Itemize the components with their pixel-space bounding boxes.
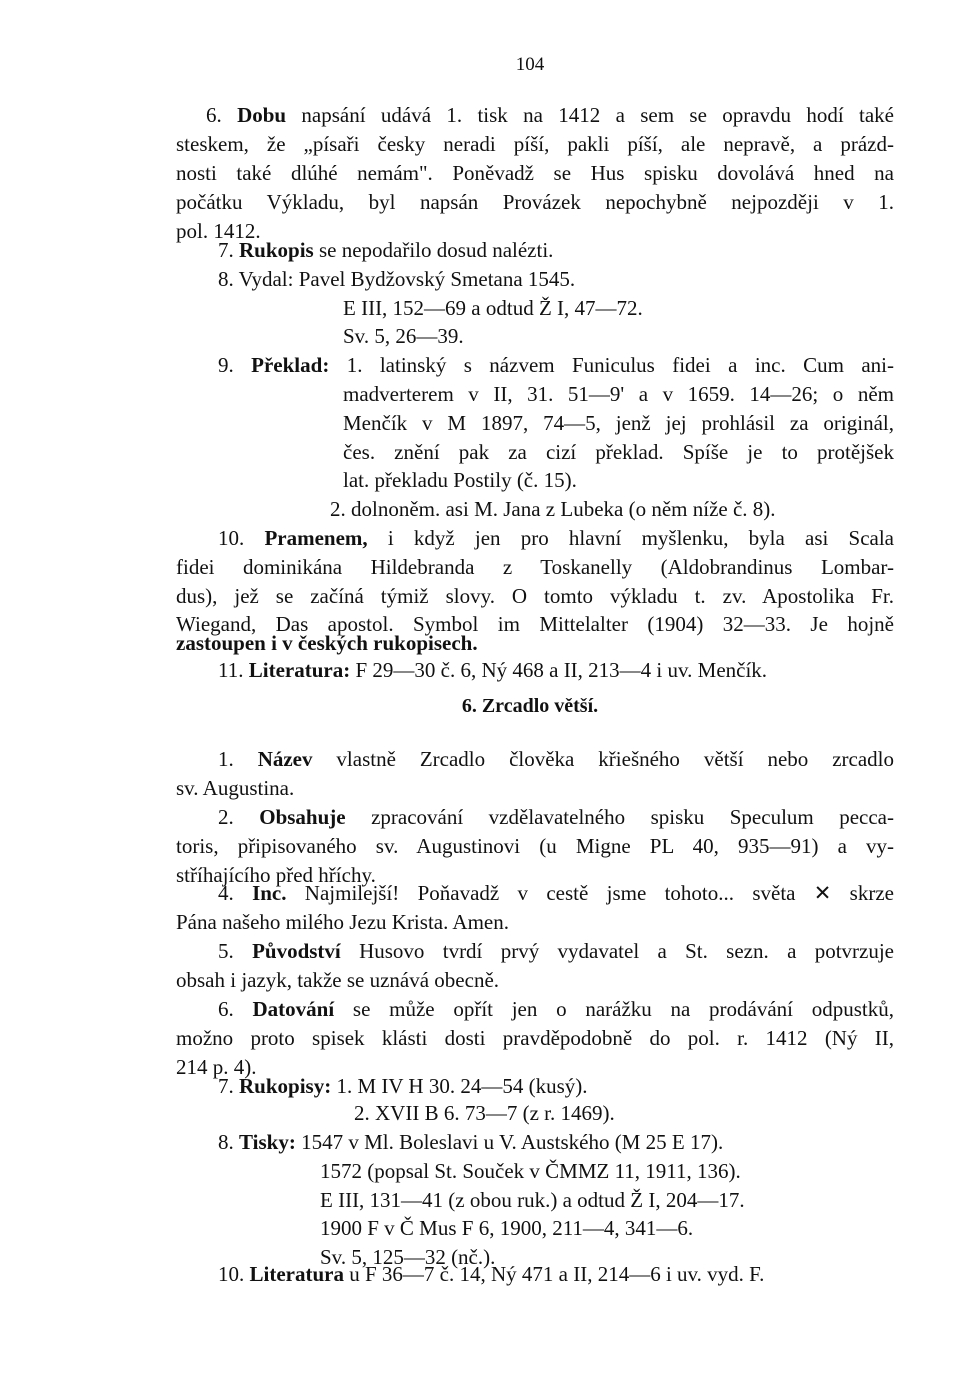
item11-line: 11. Literatura: F 29—30 č. 6, Ný 468 a II, 213—4 i uv. Menčík. (218, 658, 768, 682)
page-number: 104 (515, 54, 545, 75)
item10-term: Pramenem, (264, 526, 368, 550)
b2-item10-term: Literatura (249, 1262, 344, 1286)
item10-line5: zastoupen i v českých rukopisech. (176, 631, 478, 655)
b2-item7-line1: 7. Rukopisy: 1. M IV H 30. 24—54 (kusý). (218, 1074, 588, 1098)
b2-item7-line2: 2. XVII B 6. 73—7 (z r. 1469). (354, 1101, 615, 1125)
b2-item4-line2: Pána našeho milého Jezu Krista. Amen. (176, 910, 510, 934)
item6-line5: pol. 1412. (176, 219, 261, 243)
b2-item5-line1: 5. Původství Husovo tvrdí prvý vydavatel a St. sezn. a potvrzuje (218, 939, 895, 963)
item9-line5: lat. překladu Postily (č. 15). (343, 468, 577, 492)
item9-term: Překlad: (251, 353, 330, 377)
item9-line1: 9. Překlad: 1. latinský s názvem Funiculus fidei a inc. Cum ani- (218, 353, 895, 377)
b2-item10-line: 10. Literatura u F 36—7 č. 14, Ný 471 a II, 214—6 i uv. vyd. F. (218, 1262, 765, 1286)
item10-line3: dus), jež se začíná týmiž slovy. O tomto výkladu t. zv. Apostolika Fr. (176, 584, 894, 608)
b2-item5-term: Původství (252, 939, 341, 963)
b2-item1-term: Název (257, 747, 313, 771)
b2-item6-line3: 214 p. 4). (176, 1055, 257, 1079)
b2-item2-term: Obsahuje (259, 805, 346, 829)
b2-item6-line1: 6. Datování se může opřít jen o narážku na prodávání odpustků, (218, 997, 894, 1021)
item10-line4: Wiegand, Das apostol. Symbol im Mittelalter (1904) 32—33. Je hojně (176, 612, 894, 636)
item6-line4: počátku Výkladu, byl napsán Provázek nepochybně nejpozději v 1. (176, 190, 894, 214)
b2-item2-line3: stříhajícího před hříchy. (176, 863, 376, 887)
b2-item8-line1: 8. Tisky: 1547 v Ml. Boleslavi u V. Austského (M 25 E 17). (218, 1130, 724, 1154)
b2-item2-line2: toris, připisovaného sv. Augustinovi (u Migne PL 40, 935—91) a vy- (176, 834, 894, 858)
item6-term: Dobu (237, 103, 287, 127)
b2-item2-line1: 2. Obsahuje zpracování vzdělavatelného spisku Speculum pecca- (218, 805, 894, 829)
item9-line3: Menčík v M 1897, 74—5, jenž jej prohlásil za originál, (343, 411, 894, 435)
section-title: 6. Zrcadlo větší. (461, 695, 599, 717)
item6-line1: 6. Dobu napsání udává 1. tisk na 1412 a sem se opravdu hodí také (206, 103, 895, 127)
b2-item8-line4: 1900 F v Č Mus F 6, 1900, 211—4, 341—6. (320, 1216, 694, 1240)
item10-line2: fidei dominikána Hildebranda z Toskanelly (Aldobrandinus Lombar- (176, 555, 894, 579)
item9-line4: čes. znění pak za cizí překlad. Spíše je to protějšek (343, 440, 894, 464)
item8-line3: Sv. 5, 26—39. (343, 324, 464, 348)
item9-line2: madverterem v II, 31. 51—9' a v 1659. 14—26; o něm (343, 382, 894, 406)
b2-item1-line2: sv. Augustina. (176, 776, 295, 800)
item6-line2: steskem, že „písaři česky neradi píší, pakli píší, ale nepravě, a prázd- (176, 132, 894, 156)
b2-item5-line2: obsah i jazyk, takže se uznává obecně. (176, 968, 500, 992)
b2-item8-term: Tisky: (239, 1130, 296, 1154)
b2-item7-term: Rukopisy: (239, 1074, 332, 1098)
item7-line: 7. Rukopis se nepodařilo dosud nalézti. (218, 238, 554, 262)
b2-item8-line2: 1572 (popsal St. Souček v ČMMZ 11, 1911, 136). (320, 1159, 741, 1183)
item8-line1: 8. Vydal: Pavel Bydžovský Smetana 1545. (218, 267, 576, 291)
b2-item6-term: Datování (252, 997, 335, 1021)
item8-line2: E III, 152—69 a odtud Ž I, 47—72. (343, 296, 643, 320)
item10-line1: 10. Pramenem, i když jen pro hlavní myšlenku, byla asi Scala (218, 526, 894, 550)
b2-item1-line1: 1. Název vlastně Zrcadlo člověka křiešného větší nebo zrcadlo (218, 747, 894, 771)
item9-line6: 2. dolnoněm. asi M. Jana z Lubeka (o něm níže č. 8). (330, 497, 776, 521)
item7-term: Rukopis (239, 238, 314, 262)
b2-item8-line3: E III, 131—41 (z obou ruk.) a odtud Ž I, 204—17. (320, 1188, 745, 1212)
b2-item4-term: Inc. (252, 881, 287, 905)
item11-term: Literatura: (248, 658, 351, 682)
b2-item4-line1: 4. Inc. Najmilejší! Poňavadž v cestě jsme tohoto... světa ✕ skrze (218, 881, 894, 905)
b2-item6-line2: možno proto spisek klásti dosti pravděpodobně do pol. r. 1412 (Ný II, (176, 1026, 894, 1050)
b2-item8-line5: Sv. 5, 125—32 (nč.). (320, 1245, 496, 1269)
item6-line3: nosti také dlúhé nemám". Poněvadž se Hus spisku dovolává hned na (176, 161, 894, 185)
